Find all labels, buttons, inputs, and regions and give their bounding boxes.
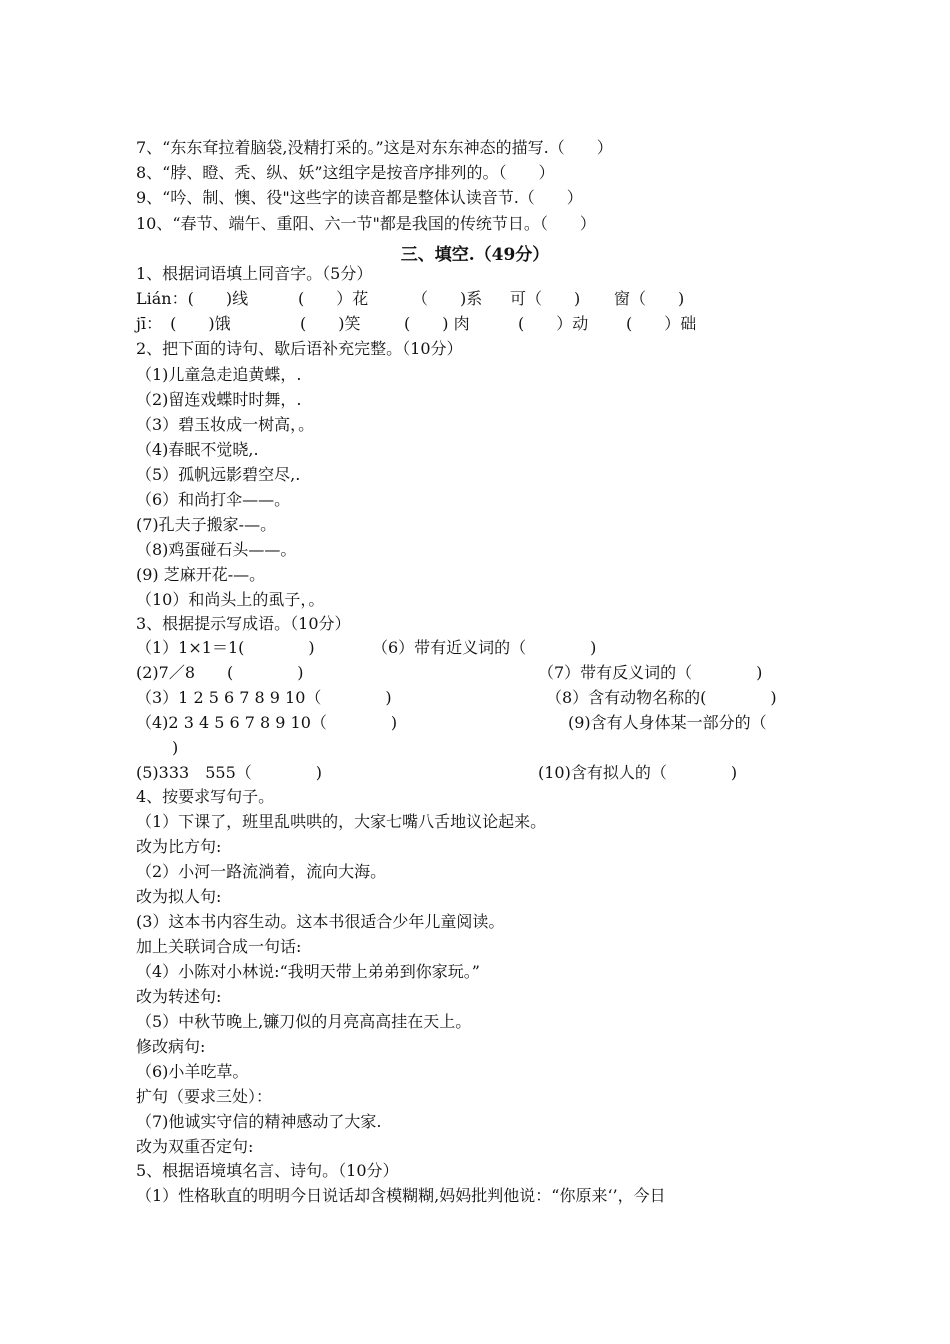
- q5-line: （1）性格耿直的明明今日说话却含模糊糊,妈妈批判他说：“你原来‘’，今日: [136, 1186, 666, 1205]
- q4-line: （5）中秋节晚上,镰刀似的月亮高高挂在天上。: [136, 1012, 472, 1031]
- q1-row2-cell: ( ）础: [626, 314, 697, 333]
- q2-item: （10）和尚头上的虱子，。: [136, 590, 325, 609]
- q3-heading: 3、根据提示写成语。（10分）: [136, 614, 351, 633]
- section-title: 三、填空.（49分）: [400, 245, 550, 265]
- q3-right-item: （8）含有动物名称的( ): [546, 688, 777, 707]
- q3-left-item: （1）1×1＝1( ): [136, 638, 315, 657]
- q4-line: （2）小河一路流淌着，流向大海。: [136, 862, 387, 881]
- q4-line: （7)他诚实守信的精神感动了大家.: [136, 1112, 382, 1131]
- q3-left-item: （4)2 3 4 5 6 7 8 9 10（ ): [136, 713, 398, 732]
- q1-row2-cell: ( ）动: [518, 314, 589, 333]
- q4-line: 改为拟人句:: [136, 887, 222, 906]
- q4-line: 改为比方句:: [136, 837, 222, 856]
- q4-line: 修改病句:: [136, 1037, 206, 1056]
- q4-line: (3）这本书内容生动。这本书很适合少年儿童阅读。: [136, 912, 505, 931]
- judgment-item-8: 8、“脖、瞪、秃、纵、妖”这组字是按音序排列的。（ ）: [136, 163, 555, 182]
- q3-wrap-paren: ): [172, 738, 179, 757]
- q2-item: （4)春眠不觉晓,.: [136, 440, 259, 459]
- q2-item: （8)鸡蛋碰石头——。: [136, 540, 297, 559]
- q2-item: （6）和尚打伞——。: [136, 490, 291, 509]
- judgment-item-7: 7、“东东耷拉着脑袋,没精打采的。”这是对东东神态的描写.（ ）: [136, 138, 613, 157]
- q4-line: 改为双重否定句:: [136, 1137, 254, 1156]
- q3-right-item: （7）带有反义词的（ ): [538, 663, 763, 682]
- q1-row2-cell: jī： ( )饿: [136, 314, 231, 333]
- q2-item: （1)儿童急走追黄蝶，.: [136, 365, 302, 384]
- q4-line: （6)小羊吃草。: [136, 1062, 249, 1081]
- q4-heading: 4、按要求写句子。: [136, 787, 275, 806]
- judgment-item-10: 10、“春节、端午、重阳、六一节"都是我国的传统节日。（ ）: [136, 214, 596, 233]
- q4-line: 改为转述句:: [136, 987, 222, 1006]
- q4-line: 加上关联词合成一句话:: [136, 937, 302, 956]
- judgment-item-9: 9、“吟、制、懊、役"这些字的读音都是整体认读音节.（ ）: [136, 188, 583, 207]
- q1-row1-cell: （ )系: [412, 289, 483, 308]
- q1-row2-cell: ( ) 肉: [404, 314, 470, 333]
- q4-line: （1）下课了，班里乱哄哄的，大家七嘴八舌地议论起来。: [136, 812, 547, 831]
- q1-row1-cell: Lián：( )线: [136, 289, 249, 308]
- q2-item: （2)留连戏蝶时时舞，.: [136, 390, 302, 409]
- q1-row2-cell: ( )笑: [300, 314, 361, 333]
- q2-item: （3）碧玉妆成一树高，。: [136, 415, 315, 434]
- q1-row1-cell: ( ）花: [298, 289, 369, 308]
- q2-item: （5）孤帆远影碧空尽,.: [136, 465, 301, 484]
- q5-heading: 5、根据语境填名言、诗句。（10分）: [136, 1161, 399, 1180]
- q3-right-item: （6）带有近义词的（ ): [372, 638, 597, 657]
- q1-row1-cell: 可（ ): [510, 289, 581, 308]
- q2-item: (9) 芝麻开花-—。: [136, 565, 266, 584]
- q4-line: （4）小陈对小林说:“我明天带上弟弟到你家玩。”: [136, 962, 480, 981]
- q2-item: (7)孔夫子搬家-—。: [136, 515, 277, 534]
- q2-heading: 2、把下面的诗句、歇后语补充完整。（10分）: [136, 339, 463, 358]
- q3-left-item: (5)333 555（ ): [136, 763, 322, 782]
- q1-row1-cell: 窗（ ): [614, 289, 685, 308]
- q1-heading: 1、根据词语填上同音字。（5分）: [136, 264, 373, 283]
- q3-right-item: (10)含有拟人的（ ): [538, 763, 738, 782]
- q3-left-item: （3）1 2 5 6 7 8 9 10（ ): [136, 688, 392, 707]
- q4-line: 扩句（要求三处）：: [136, 1087, 273, 1106]
- q3-left-item: (2)7／8 ( ): [136, 663, 304, 682]
- q3-right-item: (9)含有人身体某一部分的（: [568, 713, 767, 732]
